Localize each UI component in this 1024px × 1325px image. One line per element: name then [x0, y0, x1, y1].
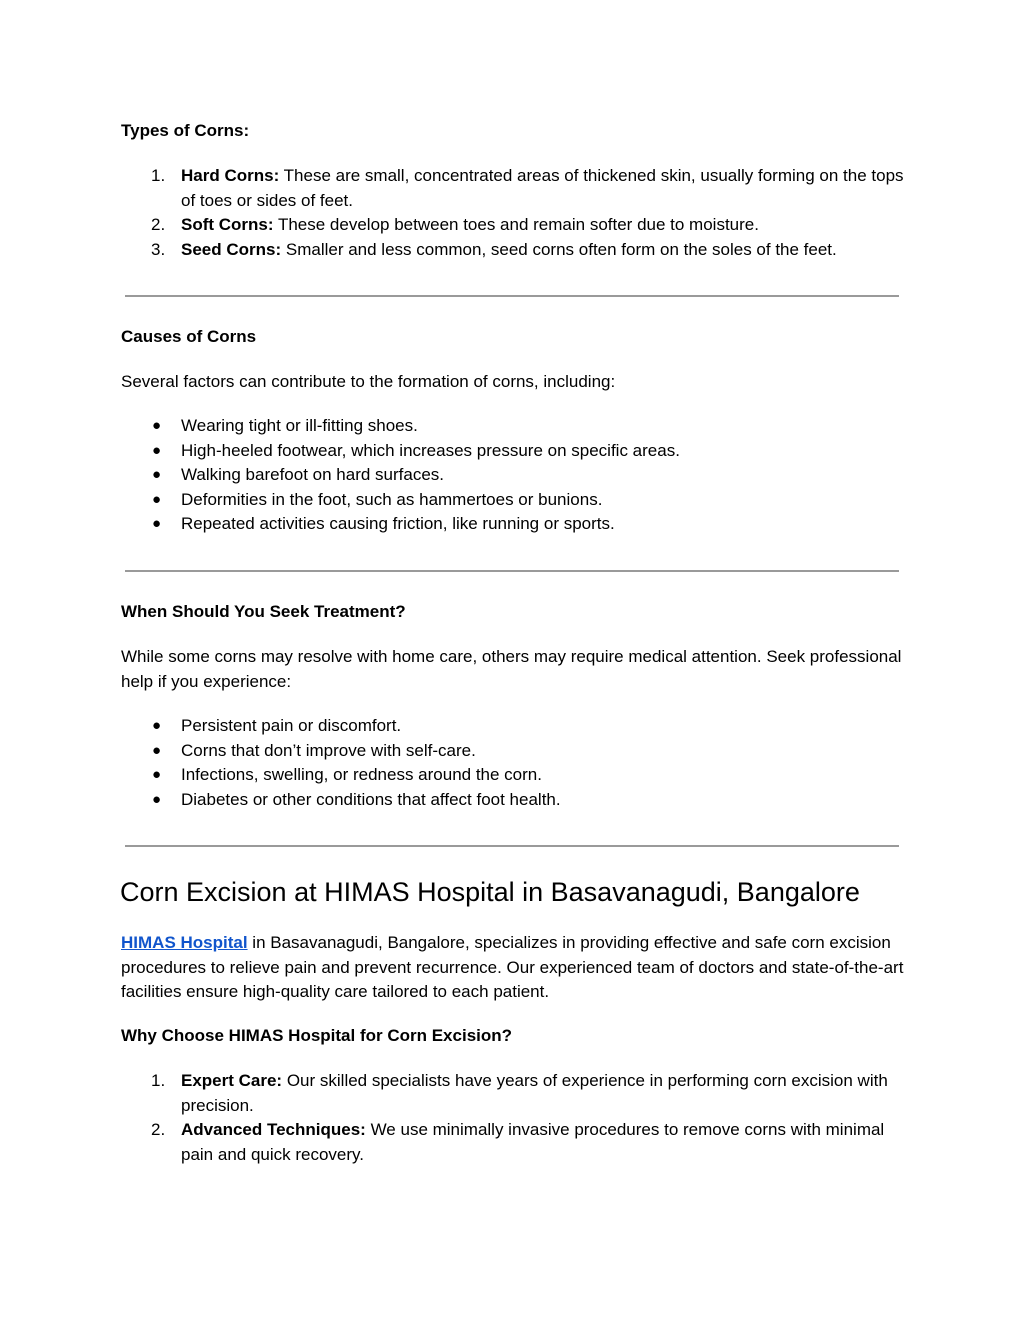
causes-heading: Causes of Corns: [121, 327, 257, 346]
list-term: Hard Corns:: [181, 166, 280, 185]
list-term: Advanced Techniques:: [181, 1120, 366, 1139]
treatment-list: [121, 714, 911, 812]
section-divider: [125, 570, 899, 572]
section-divider: [125, 845, 899, 847]
list-text: Diabetes or other conditions that affect foot health.: [181, 789, 561, 809]
bullet-icon: ●: [152, 490, 162, 508]
types-list: [121, 164, 911, 262]
paragraph-text: in Basavanagudi, Bangalore, specializes in providing effective and safe corn excision procedures to relieve pain and prevent recurrence. Our experienced team of doctors and state-of-the-art facilities ensure high-quality care tailored to each patient.: [121, 933, 904, 1001]
list-term: Seed Corns:: [181, 239, 282, 259]
list-text: Persistent pain or discomfort.: [181, 716, 402, 735]
section-divider: [125, 295, 899, 297]
list-term: Expert Care:: [181, 1071, 283, 1090]
list-text: Wearing tight or ill-fitting shoes.: [181, 416, 418, 435]
treatment-intro: While some corns may resolve with home care, others may require medical attention. Seek professional help if you experience:: [121, 647, 902, 691]
list-number: 3.: [151, 239, 166, 259]
list-text: Smaller and less common, seed corns often form on the soles of the feet.: [281, 239, 837, 259]
bullet-icon: ●: [152, 417, 162, 434]
list-text: Repeated activities causing friction, like running or sports.: [181, 514, 615, 533]
bullet-icon: ●: [152, 741, 162, 759]
list-item: [121, 463, 911, 488]
page-title: Corn Excision at HIMAS Hospital in Basavanagudi, Bangalore: [120, 877, 860, 907]
list-text: Corns that don’t improve with self-care.: [181, 740, 476, 760]
list-item: [121, 788, 911, 813]
list-item: [121, 414, 911, 439]
bullet-icon: ●: [152, 466, 162, 483]
causes-list: [121, 414, 911, 537]
list-item: [121, 238, 911, 263]
excision-paragraph: [121, 931, 911, 1005]
bullet-icon: ●: [152, 790, 162, 808]
bullet-icon: ●: [152, 766, 162, 783]
list-item: [121, 1118, 911, 1167]
list-item: [121, 213, 911, 238]
list-item: [121, 439, 911, 464]
list-number: 1.: [151, 166, 166, 185]
list-number: 1.: [151, 1071, 166, 1090]
bullet-icon: ●: [152, 717, 162, 734]
why-heading: Why Choose HIMAS Hospital for Corn Excision?: [121, 1026, 513, 1045]
list-number: 2.: [151, 1120, 166, 1139]
list-text: These develop between toes and remain softer due to moisture.: [273, 215, 759, 234]
list-text: Infections, swelling, or redness around the corn.: [181, 765, 542, 784]
list-item: [121, 714, 911, 739]
list-item: [121, 512, 911, 537]
list-term: Soft Corns:: [181, 215, 274, 234]
list-item: [121, 164, 911, 213]
list-text: We use minimally invasive procedures to remove corns with minimal pain and quick recovery.: [181, 1120, 885, 1164]
himas-hospital-link[interactable]: HIMAS Hospital: [121, 933, 248, 952]
bullet-icon: ●: [152, 515, 162, 532]
list-item: [121, 1069, 911, 1118]
list-text: Walking barefoot on hard surfaces.: [181, 465, 445, 484]
types-heading: Types of Corns:: [121, 121, 250, 140]
bullet-icon: ●: [152, 441, 162, 459]
list-item: [121, 488, 911, 513]
list-text: High-heeled footwear, which increases pressure on specific areas.: [181, 440, 680, 460]
why-list: [121, 1069, 911, 1167]
list-number: 2.: [151, 215, 166, 234]
list-text: Deformities in the foot, such as hammertoes or bunions.: [181, 489, 603, 509]
treatment-heading: When Should You Seek Treatment?: [121, 602, 406, 621]
list-text: These are small, concentrated areas of thickened skin, usually forming on the tops of toes or sides of feet.: [181, 166, 904, 210]
list-item: [121, 739, 911, 764]
list-item: [121, 763, 911, 788]
causes-intro: Several factors can contribute to the formation of corns, including:: [121, 372, 616, 391]
list-text: Our skilled specialists have years of experience in performing corn excision with precision.: [181, 1071, 888, 1115]
